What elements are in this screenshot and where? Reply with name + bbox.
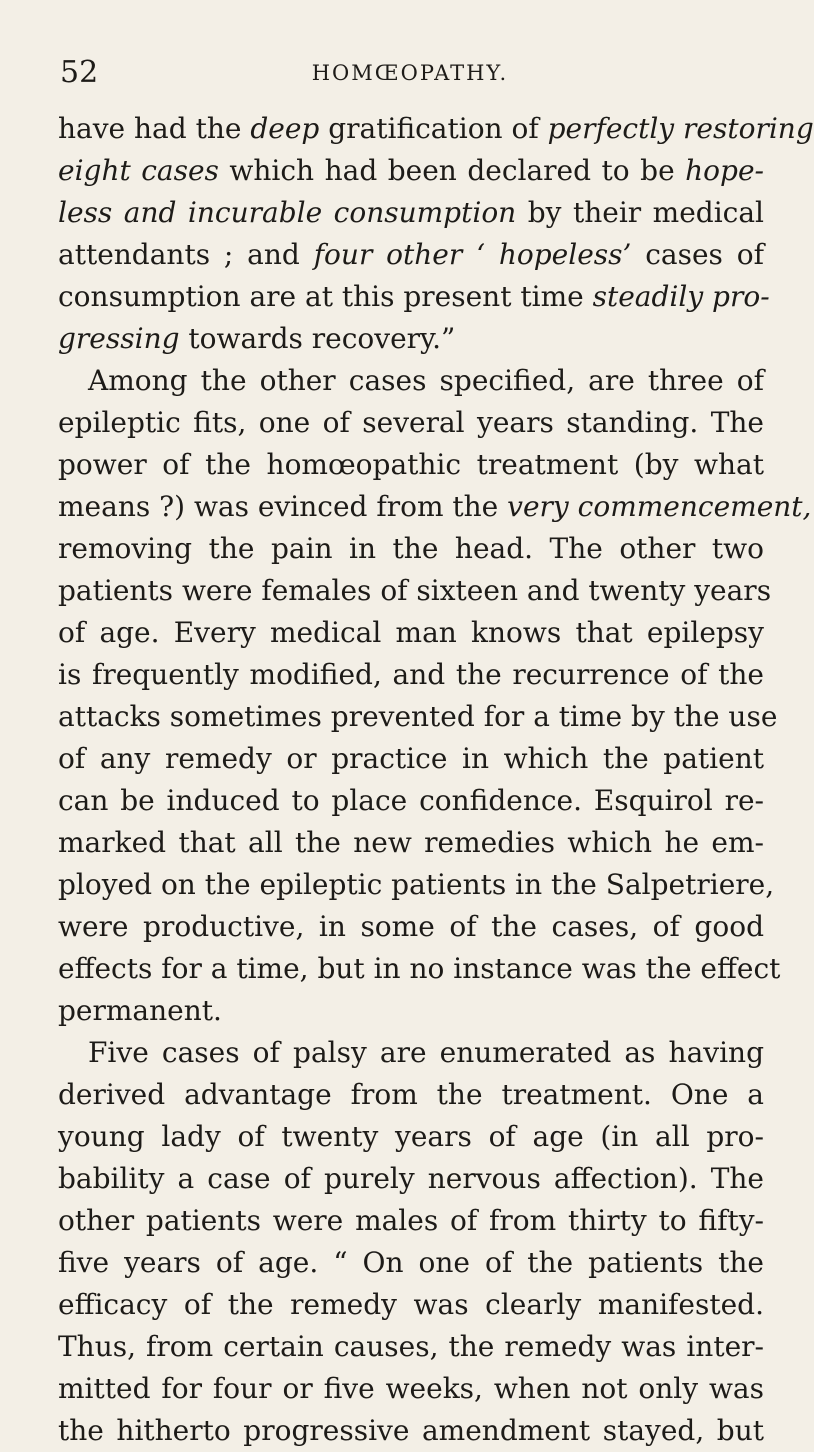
running-head: HOMŒOPATHY. bbox=[311, 61, 509, 85]
text-line: were productive, in some of the cases, of good bbox=[58, 910, 764, 943]
text-line: eight cases which had been declared to be hope- bbox=[58, 154, 764, 187]
text-line: attacks sometimes prevented for a time by the use bbox=[58, 700, 778, 733]
text-line: effects for a time, but in no instance was the effect bbox=[58, 952, 781, 985]
text-line: young lady of twenty years of age (in all pro- bbox=[58, 1120, 764, 1153]
text-line: bability a case of purely nervous affection). The bbox=[58, 1162, 764, 1195]
text-line: attendants ; and four other ‘ hopeless’ cases of bbox=[58, 238, 764, 271]
text-line: removing the pain in the head. The other two bbox=[58, 532, 764, 565]
page-header bbox=[60, 48, 760, 98]
text-line: consumption are at this present time steadily pro- bbox=[58, 280, 770, 313]
text-line: permanent. bbox=[58, 994, 222, 1027]
text-line: marked that all the new remedies which he em- bbox=[58, 826, 764, 859]
text-line: is frequently modified, and the recurrence of the bbox=[58, 658, 764, 691]
text-line: derived advantage from the treatment. One a bbox=[58, 1078, 764, 1111]
text-line: Five cases of palsy are enumerated as having bbox=[88, 1036, 764, 1069]
body-text bbox=[58, 108, 814, 1452]
text-line: five years of age. “ On one of the patients the bbox=[58, 1246, 764, 1279]
text-line: less and incurable consumption by their medical bbox=[58, 196, 765, 229]
text-line: gressing towards recovery.” bbox=[58, 322, 456, 355]
text-line: ployed on the epileptic patients in the Salpetriere, bbox=[58, 868, 775, 901]
text-line: epileptic fits, one of several years standing. The bbox=[58, 406, 764, 439]
page-number: 52 bbox=[60, 55, 99, 90]
text-line: Thus, from certain causes, the remedy was inter- bbox=[58, 1330, 764, 1363]
text-line: have had the deep gratification of perfectly restoring bbox=[58, 112, 814, 145]
text-line: Among the other cases specified, are three of bbox=[88, 364, 764, 397]
text-line: of age. Every medical man knows that epilepsy bbox=[58, 616, 764, 649]
text-line: power of the homœopathic treatment (by what bbox=[58, 448, 764, 481]
text-line: efficacy of the remedy was clearly manifested. bbox=[58, 1288, 764, 1321]
text-line: patients were females of sixteen and twenty years bbox=[58, 574, 772, 607]
text-line: other patients were males of from thirty to fifty- bbox=[58, 1204, 764, 1237]
text-line: means ?) was evinced from the very commencement, bbox=[58, 490, 812, 523]
text-line: mitted for four or five weeks, when not only was bbox=[58, 1372, 764, 1405]
text-line: can be induced to place confidence. Esquirol re- bbox=[58, 784, 764, 817]
text-line: the hitherto progressive amendment stayed, but bbox=[58, 1414, 764, 1447]
text-line: of any remedy or practice in which the patient bbox=[58, 742, 764, 775]
